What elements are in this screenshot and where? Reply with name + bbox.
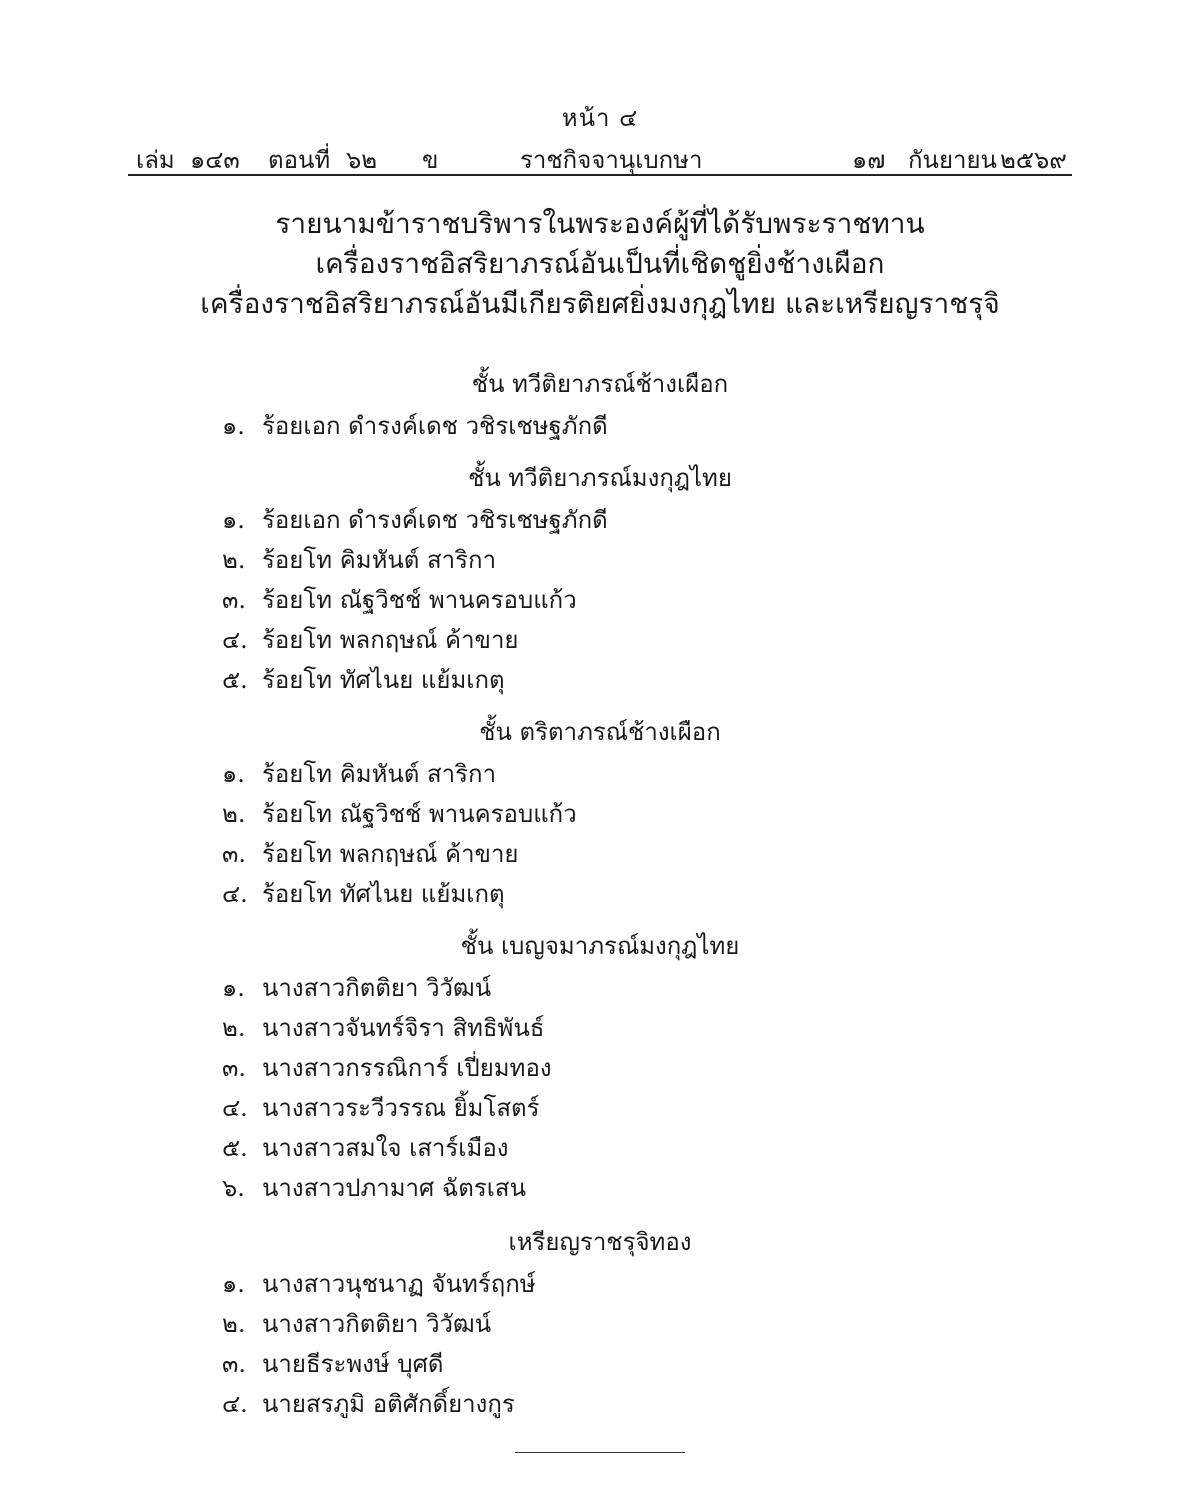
section-heading: ชั้น เบญจมาภรณ์มงกุฎไทย xyxy=(460,932,740,960)
item-number: ๓. xyxy=(222,586,247,614)
list-item xyxy=(222,540,496,579)
list-item xyxy=(222,1264,536,1303)
part-label: ตอนที่ xyxy=(268,146,331,174)
item-name: ร้อยโท ณัฐวิชช์ พานครอบแก้ว xyxy=(262,586,577,614)
list-item xyxy=(222,1304,491,1343)
item-number: ๕. xyxy=(222,1134,248,1162)
list-item xyxy=(222,968,491,1007)
item-name: ร้อยโท ณัฐวิชช์ พานครอบแก้ว xyxy=(262,800,577,828)
item-number: ๒. xyxy=(222,800,246,828)
item-name: นางสาวกิตติยา วิวัฒน์ xyxy=(262,974,492,1002)
list-item xyxy=(222,834,519,873)
item-name: นางสาวปภามาศ ฉัตรเสน xyxy=(262,1174,526,1202)
gazette-header xyxy=(128,140,1072,172)
item-name: ร้อยโท พลกฤษณ์ ค้าขาย xyxy=(262,840,519,868)
list-item xyxy=(222,874,505,913)
list-item xyxy=(222,754,496,793)
item-name: นางสาวกิตติยา วิวัฒน์ xyxy=(262,1310,492,1338)
item-number: ๔. xyxy=(222,880,248,908)
item-name: นางสาวสมใจ เสาร์เมือง xyxy=(262,1134,509,1162)
section-heading: เหรียญราชรุจิทอง xyxy=(508,1228,692,1256)
item-name: ร้อยโท พลกฤษณ์ ค้าขาย xyxy=(262,626,519,654)
volume-number: ๑๔๓ xyxy=(190,146,240,174)
list-item xyxy=(222,1048,552,1087)
part-number: ๖๒ xyxy=(346,146,378,174)
list-item xyxy=(222,1128,508,1167)
item-number: ๔. xyxy=(222,1094,248,1122)
item-number: ๑. xyxy=(222,506,245,534)
list-item xyxy=(222,1008,544,1047)
list-item xyxy=(222,1384,515,1423)
volume-label: เล่ม xyxy=(136,146,175,174)
item-number: ๔. xyxy=(222,626,248,654)
list-item xyxy=(222,620,519,659)
list-item xyxy=(222,580,577,619)
item-number: ๑. xyxy=(222,412,245,440)
end-rule xyxy=(515,1452,685,1453)
item-number: ๓. xyxy=(222,1054,247,1082)
item-number: ๓. xyxy=(222,1350,247,1378)
item-name: นางสาวกรรณิการ์ เปี่ยมทอง xyxy=(262,1054,552,1082)
item-number: ๑. xyxy=(222,974,245,1002)
list-item xyxy=(222,500,608,539)
list-item xyxy=(222,1168,526,1207)
page-number: หน้า ๔ xyxy=(561,104,639,132)
item-name: ร้อยโท ทัศไนย แย้มเกตุ xyxy=(262,880,505,908)
item-name: นางสาวจันทร์จิรา สิทธิพันธ์ xyxy=(262,1014,545,1042)
date-year: ๒๕๖๙ xyxy=(1000,146,1067,174)
section-heading: ชั้น ทวีติยาภรณ์ช้างเผือก xyxy=(471,370,729,398)
section-heading: ชั้น ตริตาภรณ์ช้างเผือก xyxy=(479,718,721,746)
item-number: ๑. xyxy=(222,760,245,788)
item-name: นางสาวนุชนาฏ จันทร์ฤกษ์ xyxy=(262,1270,536,1298)
title-line: เครื่องราชอิสริยาภรณ์อันมีเกียรติยศยิ่งมงกุฎไทย และเหรียญราชรุจิ xyxy=(200,287,1000,320)
section-letter: ข xyxy=(422,146,439,174)
title-line: รายนามข้าราชบริพารในพระองค์ผู้ที่ได้รับพระราชทาน xyxy=(275,207,925,240)
list-item xyxy=(222,794,577,833)
date-month: กันยายน xyxy=(908,146,997,174)
title-line: เครื่องราชอิสริยาภรณ์อันเป็นที่เชิดชูยิ่งช้างเผือก xyxy=(315,247,885,280)
item-number: ๒. xyxy=(222,1310,246,1338)
item-number: ๓. xyxy=(222,840,247,868)
item-name: ร้อยโท คิมหันต์ สาริกา xyxy=(262,760,497,788)
list-item xyxy=(222,1344,443,1383)
list-item xyxy=(222,406,608,445)
list-item xyxy=(222,1088,540,1127)
item-name: ร้อยโท ทัศไนย แย้มเกตุ xyxy=(262,666,505,694)
item-name: ร้อยโท คิมหันต์ สาริกา xyxy=(262,546,497,574)
item-number: ๔. xyxy=(222,1390,248,1418)
item-number: ๑. xyxy=(222,1270,245,1298)
section-heading: ชั้น ทวีติยาภรณ์มงกุฎไทย xyxy=(468,464,732,492)
item-name: นายธีระพงษ์ บุศดี xyxy=(262,1350,444,1378)
item-number: ๒. xyxy=(222,546,246,574)
item-name: ร้อยเอก ดำรงค์เดช วชิรเชษฐภักดี xyxy=(262,412,608,440)
item-name: นายสรภูมิ อติศักดิ์ยางกูร xyxy=(262,1390,515,1418)
publication-name: ราชกิจจานุเบกษา xyxy=(520,146,703,174)
item-number: ๕. xyxy=(222,666,248,694)
item-number: ๖. xyxy=(222,1174,245,1202)
item-number: ๒. xyxy=(222,1014,246,1042)
item-name: ร้อยเอก ดำรงค์เดช วชิรเชษฐภักดี xyxy=(262,506,608,534)
list-item xyxy=(222,660,505,699)
date-day: ๑๗ xyxy=(852,146,886,174)
header-rule xyxy=(128,174,1072,176)
item-name: นางสาวระวีวรรณ ยิ้มโสตร์ xyxy=(262,1094,540,1122)
